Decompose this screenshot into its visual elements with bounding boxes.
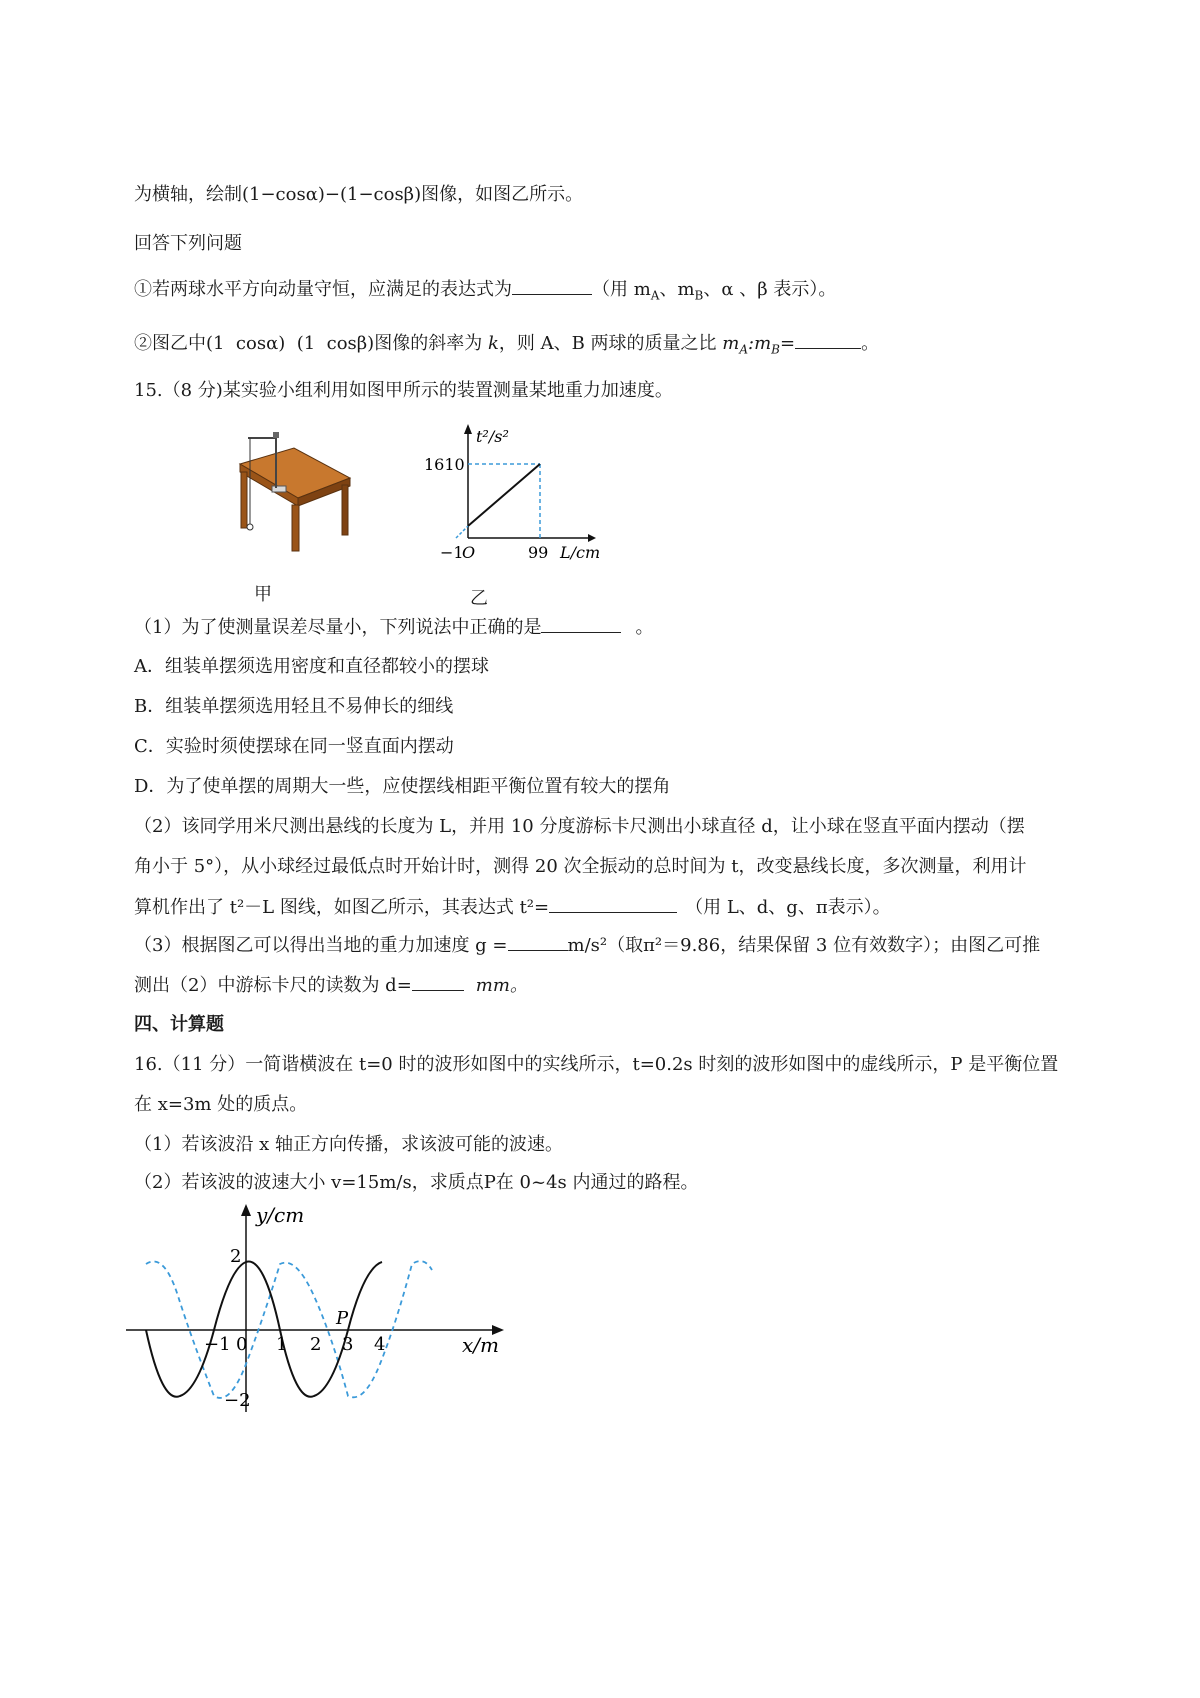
p15-q2-line2: 角小于 5°），从小球经过最低点时开始计时，测得 20 次全振动的总时间为 t，改变悬线长度，多次测量，利用计 bbox=[134, 856, 1027, 877]
p15-q3-line2-b: mm。 bbox=[475, 975, 528, 996]
wave-tick: 1 bbox=[276, 1334, 288, 1355]
p14-q1-d: 、α 、β 表示）。 bbox=[703, 279, 837, 300]
wave-point-p: P bbox=[336, 1308, 349, 1329]
p14-q2-colon: :m bbox=[748, 333, 772, 354]
wave-y-label: y/cm bbox=[256, 1203, 305, 1227]
p15-q2-line3-b: （用 L、d、g、π表示）。 bbox=[685, 897, 891, 918]
p14-line1-a: 为横轴，绘制 bbox=[134, 184, 242, 205]
answer-blank[interactable] bbox=[549, 894, 677, 913]
answer-blank[interactable] bbox=[512, 276, 592, 295]
answer-blank[interactable] bbox=[541, 614, 621, 633]
p14-q2-ma: m bbox=[722, 333, 740, 354]
p15-q3-line2-a: 测出（2）中游标卡尺的读数为 d= bbox=[134, 975, 412, 996]
p15-q1 bbox=[134, 614, 653, 641]
answer-blank[interactable] bbox=[795, 330, 861, 349]
p14-line2: 回答下列问题 bbox=[134, 233, 242, 254]
p14-line1-formula: (1−cosα)−(1−cosβ) bbox=[242, 184, 422, 205]
p16-q2: （2）若该波的波速大小 v=15m/s，求质点P在 0~4s 内通过的路程。 bbox=[134, 1172, 699, 1193]
option-c: C．实验时须使摆球在同一竖直面内摆动 bbox=[134, 736, 454, 757]
p14-q2-eq: = bbox=[779, 333, 796, 354]
wave-tick: 4 bbox=[374, 1334, 386, 1355]
answer-blank[interactable] bbox=[412, 972, 464, 991]
p15-q3-line1 bbox=[134, 932, 1040, 959]
wave-tick: 0 bbox=[236, 1334, 248, 1355]
p15-title: 15.（8 分)某实验小组利用如图甲所示的装置测量某地重力加速度。 bbox=[134, 380, 673, 401]
p14-q1-c: 、m bbox=[659, 279, 695, 300]
p15-q2-line1: （2）该同学用米尺测出悬线的长度为 L，并用 10 分度游标卡尺测出小球直径 d，让小球在竖直平面内摆动（摆 bbox=[134, 816, 1025, 837]
p15-q3-line2 bbox=[134, 972, 528, 999]
sub-b: B bbox=[771, 342, 780, 357]
wave-tick: 2 bbox=[310, 1334, 322, 1355]
p15-q1-text: （1）为了使测量误差尽量小，下列说法中正确的是 bbox=[134, 617, 542, 638]
p14-q2-end: 。 bbox=[861, 333, 880, 354]
graph-x-label: L/cm bbox=[560, 543, 601, 562]
wave-y-min: −2 bbox=[224, 1390, 251, 1411]
graph-x-neg: −1 bbox=[440, 543, 464, 562]
p14-q1 bbox=[134, 276, 836, 309]
p15-q3-line1-b: m/s²（取π²＝9.86，结果保留 3 位有效数字）；由图乙可推 bbox=[567, 935, 1041, 956]
answer-blank[interactable] bbox=[508, 932, 568, 951]
p14-q1-b: （用 m bbox=[592, 279, 651, 300]
graph-y-value: 1610 bbox=[424, 455, 465, 474]
figure-yi-label: 乙 bbox=[470, 588, 488, 609]
wave-x-label: x/m bbox=[462, 1333, 499, 1357]
graph-x-value: 99 bbox=[528, 543, 549, 562]
sub-a: A bbox=[739, 342, 748, 357]
option-a: A．组装单摆须选用密度和直径都较小的摆球 bbox=[134, 656, 489, 677]
p15-q3-line1-a: （3）根据图乙可以得出当地的重力加速度 g = bbox=[134, 935, 508, 956]
p14-q2-a: ②图乙中 bbox=[134, 333, 206, 354]
sub-b: B bbox=[694, 288, 704, 303]
wave-y-max: 2 bbox=[230, 1246, 242, 1267]
t2-vs-l-graph bbox=[420, 420, 610, 570]
figure-jia-label: 甲 bbox=[254, 584, 272, 605]
wave-tick: 3 bbox=[342, 1334, 354, 1355]
p15-q1-end: 。 bbox=[635, 617, 654, 638]
p15-q2-line3 bbox=[134, 894, 891, 921]
wave-tick: −1 bbox=[204, 1334, 231, 1355]
sub-a: A bbox=[650, 288, 660, 303]
section-heading: 四、计算题 bbox=[134, 1014, 224, 1035]
wave-graph bbox=[126, 1200, 526, 1420]
option-d: D．为了使单摆的周期大一些，应使摆线相距平衡位置有较大的摆角 bbox=[134, 776, 671, 797]
p14-q2-formula: (1 cosα) (1 cosβ) bbox=[206, 333, 375, 354]
p16-line1: 16.（11 分）一简谐横波在 t=0 时的波形如图中的实线所示，t=0.2s 时刻的波形如图中的虚线所示，P 是平衡位置 bbox=[134, 1054, 1059, 1075]
p15-q2-line3-a: 算机作出了 t²－L 图线，如图乙所示，其表达式 t²= bbox=[134, 897, 550, 918]
p14-q2 bbox=[134, 330, 879, 363]
graph-origin: O bbox=[462, 543, 476, 562]
p14-line1 bbox=[134, 182, 583, 208]
p14-q2-b: 图像的斜率为 bbox=[374, 333, 488, 354]
graph-y-label: t²/s² bbox=[476, 427, 509, 446]
option-b: B．组装单摆须选用轻且不易伸长的细线 bbox=[134, 696, 454, 717]
p14-q1-a: ①若两球水平方向动量守恒，应满足的表达式为 bbox=[134, 279, 512, 300]
p14-q2-c: ，则 A、B 两球的质量之比 bbox=[498, 333, 723, 354]
pendulum-table-figure bbox=[232, 426, 362, 556]
p14-q2-k: k bbox=[487, 333, 499, 354]
solid-wave bbox=[146, 1262, 382, 1397]
p14-line1-b: 图像，如图乙所示。 bbox=[421, 184, 584, 205]
p16-q1: （1）若该波沿 x 轴正方向传播，求该波可能的波速。 bbox=[134, 1134, 564, 1155]
p16-line2: 在 x=3m 处的质点。 bbox=[134, 1094, 308, 1115]
